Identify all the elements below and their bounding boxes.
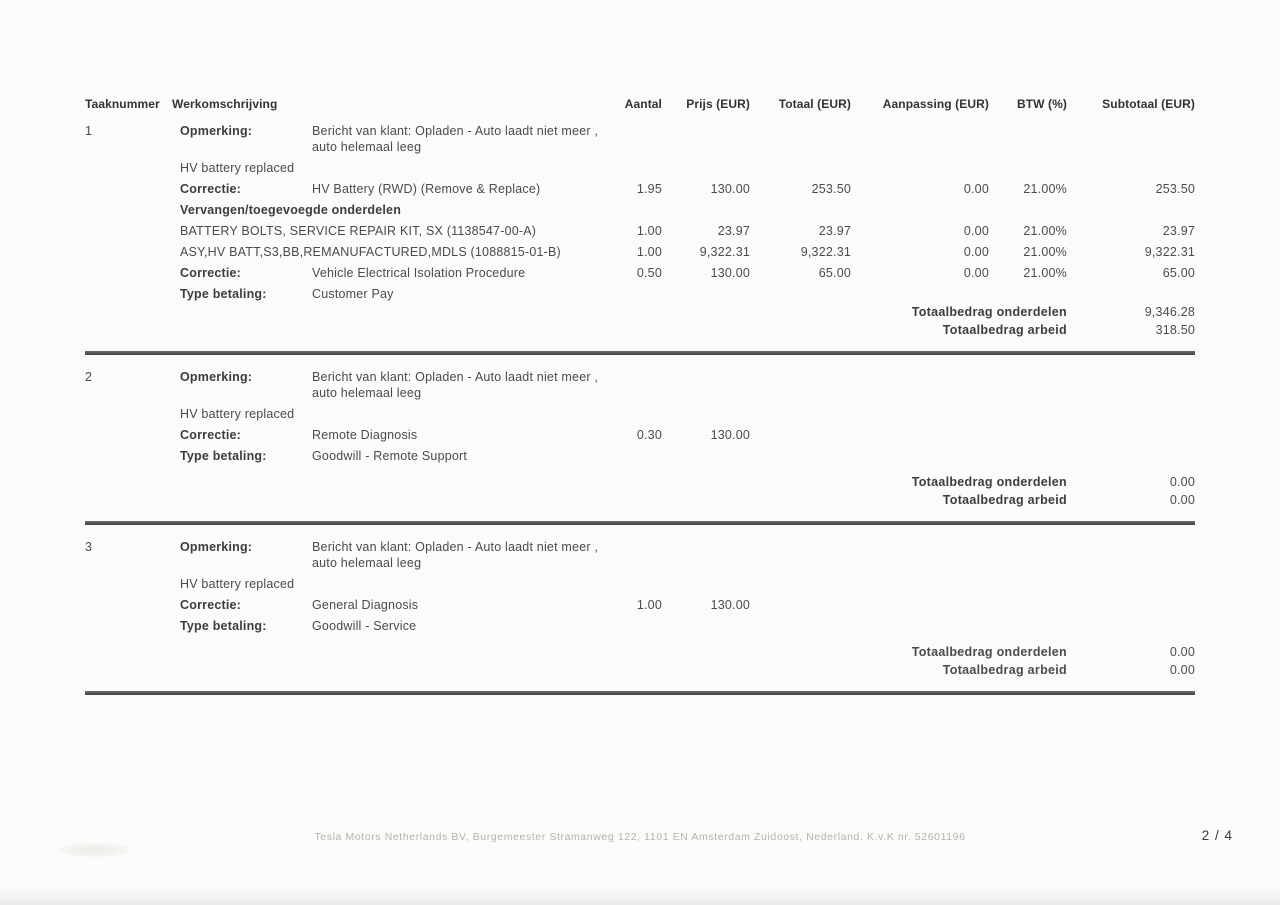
col-header-taaknummer: Taaknummer [85, 97, 160, 111]
col-header-prijs: Prijs (EUR) [686, 97, 750, 111]
opmerking-row [85, 364, 1195, 401]
totaal-value: 253.50 [811, 182, 851, 196]
totaal-onderdelen-label: Totaalbedrag onderdelen [911, 645, 1067, 659]
prijs-value: 130.00 [710, 598, 750, 612]
invoice-table [85, 96, 1195, 695]
totaal-onderdelen-label: Totaalbedrag onderdelen [911, 305, 1067, 319]
task-section-1 [85, 114, 1195, 351]
aanpassing-value: 0.00 [963, 182, 989, 196]
task-number: 1 [85, 124, 93, 138]
totaal-arbeid-label: Totaalbedrag arbeid [942, 323, 1067, 337]
correctie-desc: Vehicle Electrical Isolation Procedure [312, 266, 526, 280]
correctie-label: Correctie: [180, 598, 242, 612]
correctie-row [85, 260, 1195, 281]
type-betaling-row [85, 443, 1195, 464]
correctie-desc: Remote Diagnosis [312, 428, 418, 442]
type-betaling-row [85, 281, 1195, 302]
aanpassing-value: 0.00 [963, 245, 989, 259]
subtotaal-value: 23.97 [1162, 224, 1195, 238]
type-betaling-label: Type betaling: [180, 619, 267, 633]
aantal-value: 1.00 [636, 245, 662, 259]
opmerking-text: Bericht van klant: Opladen - Auto laadt niet meer , auto helemaal leeg [312, 370, 599, 400]
aantal-value: 0.30 [636, 428, 662, 442]
note-text: HV battery replaced [180, 577, 295, 591]
subtotaal-value: 9,322.31 [1144, 245, 1195, 259]
part-row [85, 218, 1195, 239]
subtotaal-value: 253.50 [1155, 182, 1195, 196]
totaal-arbeid-label: Totaalbedrag arbeid [942, 663, 1067, 677]
table-header-row [85, 96, 1195, 114]
totaal-arbeid-label: Totaalbedrag arbeid [942, 493, 1067, 507]
totaal-onderdelen-row [85, 642, 1195, 660]
part-row [85, 239, 1195, 260]
page-number: 2 / 4 [1201, 828, 1233, 843]
opmerking-label: Opmerking: [180, 124, 253, 138]
task-section-2 [85, 355, 1195, 521]
note-row [85, 571, 1195, 592]
col-header-btw: BTW (%) [1016, 97, 1067, 111]
task-number: 2 [85, 370, 93, 384]
totaal-arbeid-row [85, 490, 1195, 508]
opmerking-text: Bericht van klant: Opladen - Auto laadt niet meer , auto helemaal leeg [312, 540, 599, 570]
btw-value: 21.00% [1023, 266, 1067, 280]
type-betaling-label: Type betaling: [180, 287, 267, 301]
col-header-aanpassing: Aanpassing (EUR) [882, 97, 989, 111]
type-betaling-value: Goodwill - Service [312, 619, 417, 633]
opmerking-text: Bericht van klant: Opladen - Auto laadt niet meer , auto helemaal leeg [312, 124, 599, 154]
correctie-row [85, 176, 1195, 197]
prijs-value: 23.97 [717, 224, 750, 238]
totaal-onderdelen-value: 0.00 [1169, 645, 1195, 659]
correctie-label: Correctie: [180, 266, 242, 280]
totaal-arbeid-value: 318.50 [1155, 323, 1195, 337]
totaal-arbeid-value: 0.00 [1169, 493, 1195, 507]
btw-value: 21.00% [1023, 224, 1067, 238]
aantal-value: 1.95 [636, 182, 662, 196]
type-betaling-row [85, 613, 1195, 634]
totaal-onderdelen-row [85, 302, 1195, 320]
totaal-arbeid-row [85, 320, 1195, 338]
opmerking-label: Opmerking: [180, 540, 253, 554]
subtotaal-value: 65.00 [1162, 266, 1195, 280]
aanpassing-value: 0.00 [963, 266, 989, 280]
task-section-3 [85, 525, 1195, 691]
totaal-onderdelen-value: 9,346.28 [1144, 305, 1195, 319]
correctie-desc: General Diagnosis [312, 598, 419, 612]
correctie-label: Correctie: [180, 428, 242, 442]
parts-header-row [85, 197, 1195, 218]
note-row [85, 155, 1195, 176]
correctie-row [85, 422, 1195, 443]
scan-smudge [60, 843, 130, 857]
col-header-subtotaal: Subtotaal (EUR) [1102, 97, 1195, 111]
aanpassing-value: 0.00 [963, 224, 989, 238]
task-number: 3 [85, 540, 93, 554]
section-divider [85, 691, 1195, 695]
correctie-label: Correctie: [180, 182, 242, 196]
totaal-value: 9,322.31 [800, 245, 851, 259]
totaal-onderdelen-row [85, 472, 1195, 490]
col-header-werkomschrijving: Werkomschrijving [172, 97, 278, 111]
note-text: HV battery replaced [180, 407, 295, 421]
totaal-arbeid-row [85, 660, 1195, 678]
totaal-value: 65.00 [818, 266, 851, 280]
totaal-value: 23.97 [818, 224, 851, 238]
prijs-value: 9,322.31 [699, 245, 750, 259]
prijs-value: 130.00 [710, 428, 750, 442]
scan-shadow [0, 889, 1280, 905]
prijs-value: 130.00 [710, 266, 750, 280]
type-betaling-label: Type betaling: [180, 449, 267, 463]
aantal-value: 1.00 [636, 598, 662, 612]
totaal-onderdelen-value: 0.00 [1169, 475, 1195, 489]
part-desc: ASY,HV BATT,S3,BB,REMANUFACTURED,MDLS (1088815-01-B) [180, 245, 561, 259]
note-text: HV battery replaced [180, 161, 295, 175]
correctie-row [85, 592, 1195, 613]
correctie-desc: HV Battery (RWD) (Remove & Replace) [312, 182, 541, 196]
col-header-aantal: Aantal [624, 97, 662, 111]
type-betaling-value: Customer Pay [312, 287, 394, 301]
parts-header-label: Vervangen/toegevoegde onderdelen [180, 203, 402, 217]
aantal-value: 1.00 [636, 224, 662, 238]
opmerking-label: Opmerking: [180, 370, 253, 384]
opmerking-row [85, 118, 1195, 155]
note-row [85, 401, 1195, 422]
part-desc: BATTERY BOLTS, SERVICE REPAIR KIT, SX (1138547-00-A) [180, 224, 537, 238]
footer-company-line: Tesla Motors Netherlands BV, Burgemeester Stramanweg 122, 1101 EN Amsterdam Zuidoost, Nederland. K.v.K nr. 52601196 [314, 831, 966, 843]
opmerking-row [85, 534, 1195, 571]
totaal-arbeid-value: 0.00 [1169, 663, 1195, 677]
totaal-onderdelen-label: Totaalbedrag onderdelen [911, 475, 1067, 489]
btw-value: 21.00% [1023, 182, 1067, 196]
prijs-value: 130.00 [710, 182, 750, 196]
col-header-totaal: Totaal (EUR) [778, 97, 851, 111]
btw-value: 21.00% [1023, 245, 1067, 259]
aantal-value: 0.50 [636, 266, 662, 280]
type-betaling-value: Goodwill - Remote Support [312, 449, 468, 463]
